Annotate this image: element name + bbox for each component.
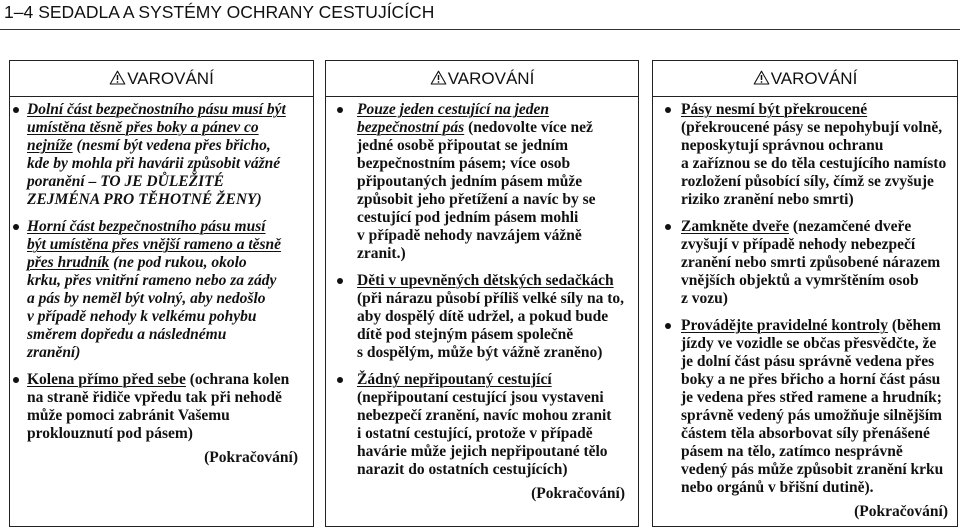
bullet-icon — [665, 323, 671, 329]
text-line — [681, 101, 957, 119]
body-text: proklouznutí pod pásem) — [27, 425, 193, 442]
body-text: vnějších objektů a vymrštěním osob — [681, 272, 919, 289]
text-line — [357, 155, 638, 173]
body-text: je vedena přes střed ramene a hrudník; — [681, 389, 942, 406]
emphasized-text: Pouze jeden cestující na jeden — [357, 101, 550, 118]
body-text: na straně řidiče vpředu tak při nehodě — [27, 389, 282, 406]
warning-title — [653, 61, 957, 97]
body-text: (ochrana kolen — [185, 371, 290, 388]
bullet-icon — [665, 107, 671, 113]
body-text: v případě nehody navzájem vážně — [357, 227, 582, 244]
text-line — [357, 407, 638, 425]
text-line — [357, 101, 638, 119]
body-text: v případě nehody k velkému pohybu — [27, 308, 257, 325]
body-text: (při nárazu působí příliš velké síly na to, — [357, 290, 624, 307]
text-line — [681, 371, 957, 389]
text-line — [27, 344, 313, 362]
emphasized-text: Kolena přímo před sebe — [27, 371, 186, 388]
text-line — [27, 308, 313, 326]
bullet-icon — [337, 278, 343, 284]
text-line — [27, 389, 313, 407]
bullet-icon — [13, 107, 19, 113]
body-text: částem těla absorbovat síly přenášené — [681, 425, 930, 442]
body-text: rozložení působící síly, čímž se zvyšuje — [681, 173, 934, 190]
text-line — [27, 101, 313, 119]
text-line — [357, 227, 638, 245]
continued-note: (Pokračování) — [531, 485, 625, 502]
text-line — [681, 443, 957, 461]
text-line — [357, 371, 638, 389]
body-text: kde by mohla při havárii způsobit vážné — [27, 155, 281, 172]
body-text: z vozu) — [681, 290, 728, 307]
text-line — [681, 119, 957, 137]
section-title: SEDADLA A SYSTÉMY OCHRANY CESTUJÍCÍCH — [38, 2, 435, 22]
warning-title — [10, 61, 313, 97]
warning-item — [10, 101, 313, 209]
body-text: (nepřipoutaní cestující jsou vystaveni — [357, 389, 604, 406]
text-line — [357, 443, 638, 461]
warning-triangle-icon — [430, 70, 447, 85]
warning-box-3 — [652, 60, 958, 527]
page-number: 1–4 — [4, 2, 34, 22]
emphasized-text: Horní část bezpečnostního pásu musí — [27, 218, 266, 235]
warning-item — [10, 218, 313, 362]
warning-item — [10, 371, 313, 443]
warning-item — [653, 101, 957, 209]
text-line — [357, 326, 638, 344]
body-text: neposkytují správnou ochranu — [681, 137, 884, 154]
body-text: bezpečnostním pásem; více osob — [357, 155, 571, 172]
body-text: (během — [887, 317, 941, 334]
continued-note: (Pokračování) — [854, 503, 948, 520]
emphasized-text: nejníže — [27, 137, 73, 154]
text-line — [27, 425, 313, 443]
text-line — [27, 119, 313, 137]
emphasized-text: Dolní část bezpečnostního pásu musí být — [27, 101, 286, 118]
continued-note: (Pokračování) — [204, 449, 298, 466]
body-text: (nezamčené dveře — [789, 218, 912, 235]
warning-items — [10, 97, 313, 443]
text-line — [681, 317, 957, 335]
body-text: havárie může jejich nepřipoutané tělo — [357, 443, 608, 460]
body-text: narazit do ostatních cestujících) — [357, 461, 568, 478]
warning-item — [653, 317, 957, 497]
emphasized-text: přes hrudník — [27, 254, 110, 271]
emphasized-text: Pásy nesmí být překroucené — [681, 101, 868, 118]
text-line — [27, 407, 313, 425]
warning-triangle-icon — [753, 70, 770, 85]
warning-triangle-icon — [109, 70, 126, 85]
text-line — [27, 290, 313, 308]
body-text: nebo orgánů v břišní dutině). — [681, 479, 874, 496]
text-line — [27, 137, 313, 155]
warning-title-text: VAROVÁNÍ — [770, 68, 858, 88]
body-text: ZEJMÉNA PRO TĚHOTNÉ ŽENY) — [27, 191, 262, 208]
bullet-icon — [665, 224, 671, 230]
text-line — [357, 290, 638, 308]
text-line — [681, 137, 957, 155]
text-line — [27, 155, 313, 173]
text-line — [357, 119, 638, 137]
body-text: riziko zranění nebo smrti) — [681, 191, 854, 208]
emphasized-text: bezpečnostní pás — [357, 119, 465, 136]
body-text: dítě pod stejným pásem společně — [357, 326, 574, 343]
warning-title — [326, 61, 638, 97]
text-line — [681, 254, 957, 272]
body-text: zranění nebo smrti způsobené nárazem — [681, 254, 941, 271]
text-line — [27, 236, 313, 254]
body-text: jedné osobě připoutat se jedním — [357, 137, 568, 154]
emphasized-text: Děti v upevněných dětských sedačkách — [357, 272, 614, 289]
text-line — [357, 344, 638, 362]
body-text: (nesmí být vedena přes břicho, — [72, 137, 271, 154]
text-line — [27, 191, 313, 209]
body-text: správně vedený pás umožňuje silnějším — [681, 407, 942, 424]
bullet-icon — [13, 224, 19, 230]
body-text: i ostatní cestující, protože v případě — [357, 425, 593, 442]
body-text: zranit.) — [357, 245, 406, 262]
warning-items — [653, 97, 957, 497]
body-text: může pomoci zabránit Vašemu — [27, 407, 230, 424]
bullet-icon — [13, 377, 19, 383]
body-text: boky a ne přes břicho a horní část pásu — [681, 371, 941, 388]
text-line — [357, 173, 638, 191]
text-line — [681, 461, 957, 479]
warning-title-text: VAROVÁNÍ — [447, 68, 535, 88]
text-line — [357, 389, 638, 407]
text-line — [681, 425, 957, 443]
emphasized-text: Provádějte pravidelné kontroly — [681, 317, 888, 334]
body-text: cestující pod jedním pásem mohli — [357, 209, 579, 226]
text-line — [357, 245, 638, 263]
emphasized-text: umístěna těsně přes boky a pánev co — [27, 119, 259, 136]
body-text: připoutaných jedním pásem může — [357, 173, 583, 190]
body-text: pásem na tělo, zatímco nesprávně — [681, 443, 903, 460]
body-text: (nedovolte více než — [464, 119, 593, 136]
bullet-icon — [337, 377, 343, 383]
body-text: způsobit jeho přetížení a navíc by se — [357, 191, 596, 208]
body-text: poranění – TO JE DŮLEŽITÉ — [27, 173, 224, 190]
text-line — [681, 218, 957, 236]
text-line — [357, 425, 638, 443]
warning-box-2 — [325, 60, 639, 527]
text-line — [27, 254, 313, 272]
body-text: zranění) — [27, 344, 81, 361]
warning-item — [326, 371, 638, 479]
text-line — [27, 272, 313, 290]
body-text: nebezpečí zranění, navíc mohou zranit — [357, 407, 612, 424]
body-text: směrem dopředu a následnému — [27, 326, 227, 343]
warning-item — [653, 218, 957, 308]
text-line — [681, 173, 957, 191]
text-line — [357, 191, 638, 209]
body-text: krku, přes vnitřní rameno nebo za zády — [27, 272, 277, 289]
warning-box-1 — [9, 60, 314, 527]
text-line — [27, 371, 313, 389]
text-line — [27, 326, 313, 344]
text-line — [681, 335, 957, 353]
body-text: je dolní část pásu správně vedena přes — [681, 353, 935, 370]
text-line — [27, 218, 313, 236]
page-header — [4, 1, 434, 23]
body-text: jízdy ve vozidle se občas přesvědčte, že — [681, 335, 937, 352]
body-text: (ne pod rukou, okolo — [109, 254, 247, 271]
text-line — [681, 155, 957, 173]
bullet-icon — [337, 107, 343, 113]
text-line — [681, 353, 957, 371]
text-line — [357, 209, 638, 227]
body-text: aby dospělý dítě udržel, a pokud bude — [357, 308, 609, 325]
text-line — [27, 173, 313, 191]
body-text: zvyšují v případě nehody nebezpečí — [681, 236, 916, 253]
body-text: (překroucené pásy se nepohybují volně, — [681, 119, 943, 136]
text-line — [357, 308, 638, 326]
emphasized-text: Zamkněte dveře — [681, 218, 790, 235]
header-divider — [0, 29, 960, 30]
text-line — [681, 407, 957, 425]
warning-title-text: VAROVÁNÍ — [127, 68, 214, 88]
emphasized-text: být umístěna přes vnější rameno a těsně — [27, 236, 282, 253]
text-line — [681, 272, 957, 290]
body-text: vedený pás může způsobit zranění krku — [681, 461, 944, 478]
warning-item — [326, 101, 638, 263]
text-line — [681, 479, 957, 497]
text-line — [357, 461, 638, 479]
text-line — [357, 272, 638, 290]
text-line — [681, 290, 957, 308]
text-line — [681, 389, 957, 407]
warning-items — [326, 97, 638, 479]
body-text: a zaříznou se do těla cestujícího namísto — [681, 155, 947, 172]
emphasized-text: Žádný nepřipoutaný cestující — [357, 371, 552, 388]
warning-item — [326, 272, 638, 362]
text-line — [357, 137, 638, 155]
body-text: s dospělým, může být vážně zraněno) — [357, 344, 603, 361]
text-line — [681, 236, 957, 254]
body-text: a pás by neměl být volný, aby nedošlo — [27, 290, 266, 307]
text-line — [681, 191, 957, 209]
